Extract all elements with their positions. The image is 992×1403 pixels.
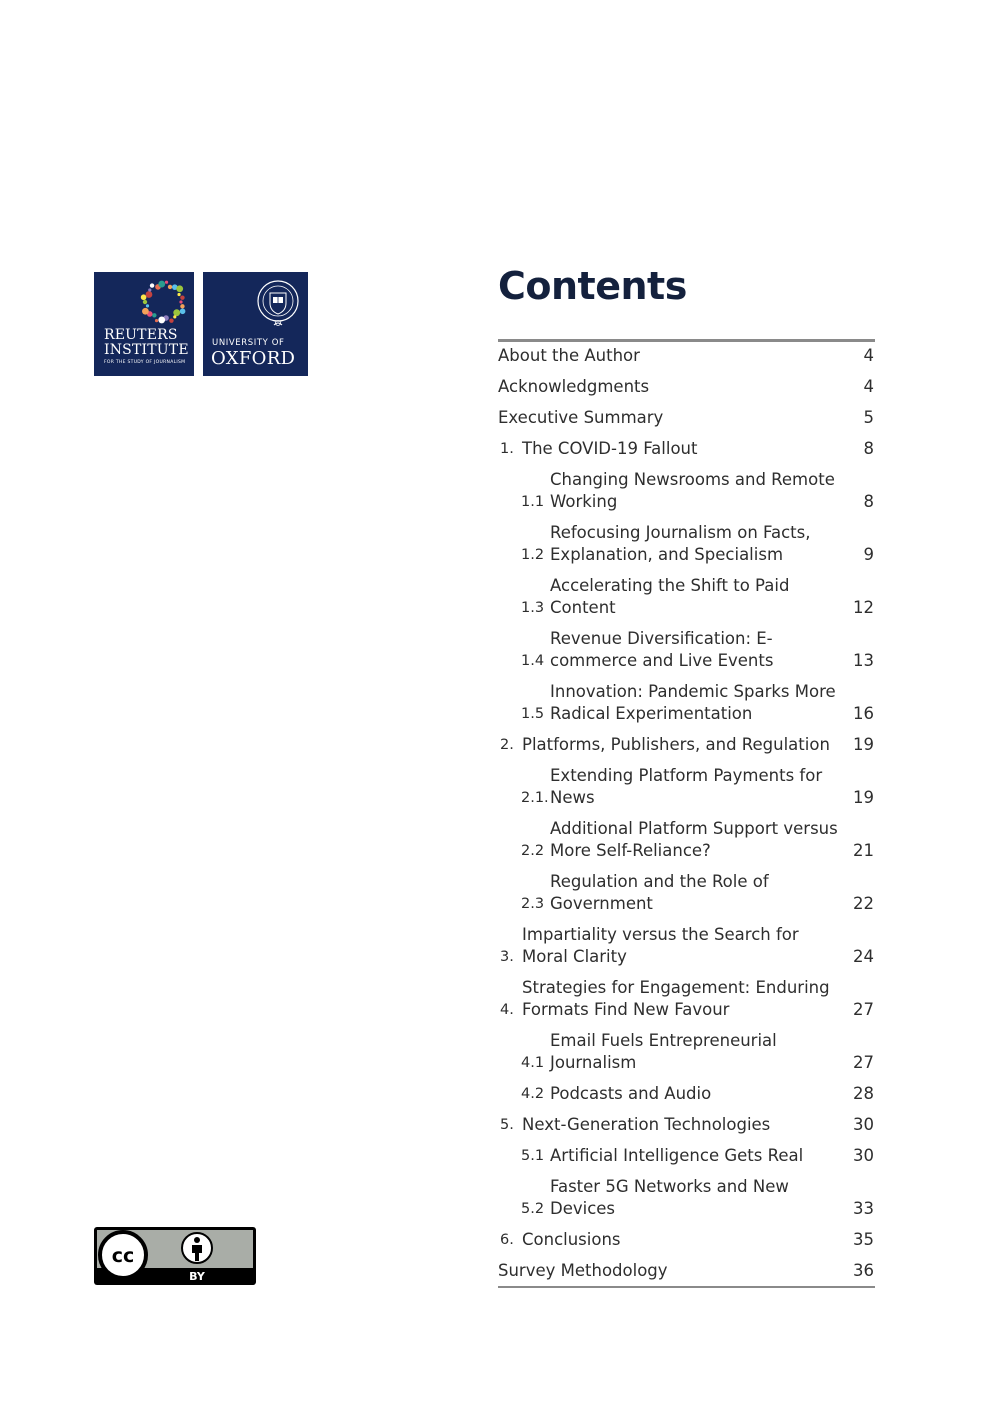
toc-entry-label: Extending Platform Payments for News [550, 766, 823, 807]
toc-entry[interactable] [498, 1083, 874, 1105]
oxford-logo-line2: OXFORD [211, 348, 296, 369]
toc-entry-page: 8 [863, 439, 874, 458]
toc-entry-page: 19 [853, 788, 874, 807]
oxford-logo-line1: UNIVERSITY OF [212, 338, 285, 348]
toc-entry-number: 1. [500, 441, 514, 457]
toc-entry-page: 33 [853, 1199, 874, 1218]
cc-by-icon [94, 1227, 256, 1285]
reuters-logo-line2: INSTITUTE [104, 342, 189, 358]
toc-entry-label: Revenue Diversification: E-commerce and Live Events [550, 629, 774, 670]
toc-entry-page: 27 [853, 1053, 874, 1072]
toc-entry-label: Faster 5G Networks and New Devices [550, 1177, 789, 1218]
toc-entry-number: 1.3 [521, 600, 545, 616]
toc-entry-page: 9 [863, 545, 874, 564]
oxford-logo [203, 272, 308, 376]
toc-entry[interactable] [498, 1145, 874, 1167]
toc-entry-page: 27 [853, 1000, 874, 1019]
svg-text:cc: cc [111, 1245, 135, 1267]
toc-entry[interactable] [498, 681, 874, 725]
toc-entry-label: Survey Methodology [498, 1261, 668, 1280]
toc-entry-label: Acknowledgments [498, 377, 650, 396]
toc-entry-label: Regulation and the Role of Government [550, 872, 769, 913]
toc-entry-page: 28 [853, 1084, 874, 1103]
reuters-institute-logo [94, 272, 194, 376]
toc-entry-page: 4 [863, 377, 874, 396]
toc-entry[interactable] [498, 734, 874, 756]
toc-entry[interactable] [498, 469, 874, 513]
toc-entry-number: 3. [500, 949, 514, 965]
toc-entry-page: 36 [853, 1261, 874, 1280]
toc-entry-page: 13 [853, 651, 874, 670]
toc-entry-label: Podcasts and Audio [550, 1084, 712, 1103]
toc-entry[interactable] [498, 1176, 874, 1220]
toc-entry-number: 2. [500, 737, 514, 753]
toc-entry-label: About the Author [498, 346, 640, 365]
toc-entry-page: 12 [853, 598, 874, 617]
toc-entry-number: 1.5 [521, 706, 545, 722]
toc-entry[interactable] [498, 575, 874, 619]
cc-by-badge [94, 1227, 256, 1285]
toc-entry-number: 2.2 [521, 843, 545, 859]
toc-entry-label: Next-Generation Technologies [522, 1115, 771, 1134]
toc-entry-label: Conclusions [522, 1230, 621, 1249]
toc-entry-page: 8 [863, 492, 874, 511]
toc-entry-number: 2.3 [521, 896, 545, 912]
toc-entry-number: 5.2 [521, 1201, 545, 1217]
toc-entry-label: Artificial Intelligence Gets Real [550, 1146, 804, 1165]
reuters-logo-line1: REUTERS [104, 327, 178, 343]
toc-entry-page: 5 [863, 408, 874, 427]
toc-entry-label: Refocusing Journalism on Facts, Explanation, and Specialism [550, 523, 811, 564]
toc-entry-label: Accelerating the Shift to Paid Content [550, 576, 790, 617]
toc-entry-page: 22 [853, 894, 874, 913]
toc-entry[interactable] [498, 438, 874, 460]
toc-entry-number: 4. [500, 1002, 514, 1018]
table-of-contents [498, 345, 874, 1291]
toc-entry-page: 30 [853, 1115, 874, 1134]
toc-entry-number: 1.1 [521, 494, 545, 510]
oxford-crest-icon [254, 279, 302, 331]
toc-entry-number: 1.4 [521, 653, 545, 669]
toc-entry[interactable] [498, 345, 874, 367]
toc-entry-number: 4.2 [521, 1086, 545, 1102]
toc-entry[interactable] [498, 765, 874, 809]
toc-entry-label: Executive Summary [498, 408, 664, 427]
toc-entry-label: Platforms, Publishers, and Regulation [522, 735, 830, 754]
toc-entry-label: Innovation: Pandemic Sparks More Radical Experimentation [550, 682, 836, 723]
toc-entry[interactable] [498, 871, 874, 915]
toc-entry-label: Strategies for Engagement: Enduring Formats Find New Favour [522, 978, 830, 1019]
toc-entry[interactable] [498, 407, 874, 429]
toc-entry[interactable] [498, 1229, 874, 1251]
toc-entry-page: 30 [853, 1146, 874, 1165]
toc-entry-label: Additional Platform Support versus More Self-Reliance? [550, 819, 838, 860]
toc-entry[interactable] [498, 977, 874, 1021]
toc-entry[interactable] [498, 1260, 874, 1282]
toc-entry[interactable] [498, 628, 874, 672]
toc-entry[interactable] [498, 376, 874, 398]
top-divider [498, 339, 875, 342]
bottom-divider [498, 1286, 875, 1288]
toc-entry-number: 4.1 [521, 1055, 545, 1071]
toc-entry-label: Changing Newsrooms and Remote Working [550, 470, 835, 511]
toc-entry-page: 21 [853, 841, 874, 860]
toc-entry-number: 5. [500, 1117, 514, 1133]
toc-entry-label: The COVID-19 Fallout [522, 439, 698, 458]
toc-entry-page: 35 [853, 1230, 874, 1249]
toc-entry[interactable] [498, 818, 874, 862]
toc-entry-number: 6. [500, 1232, 514, 1248]
toc-entry[interactable] [498, 1114, 874, 1136]
toc-entry-number: 1.2 [521, 547, 545, 563]
toc-entry-label: Impartiality versus the Search for Moral Clarity [522, 925, 799, 966]
toc-entry-number: 2.1. [521, 790, 549, 806]
reuters-logo-subtitle: FOR THE STUDY OF JOURNALISM [104, 360, 186, 365]
toc-entry[interactable] [498, 522, 874, 566]
toc-entry-page: 24 [853, 947, 874, 966]
toc-entry-page: 19 [853, 735, 874, 754]
reuters-dots-icon [94, 272, 194, 332]
license-label: BY [189, 1270, 205, 1283]
toc-entry-number: 5.1 [521, 1148, 545, 1164]
toc-entry-page: 4 [863, 346, 874, 365]
toc-entry-page: 16 [853, 704, 874, 723]
toc-entry-label: Email Fuels Entrepreneurial Journalism [550, 1031, 777, 1072]
toc-entry[interactable] [498, 924, 874, 968]
toc-entry[interactable] [498, 1030, 874, 1074]
page-title: Contents [498, 264, 687, 308]
